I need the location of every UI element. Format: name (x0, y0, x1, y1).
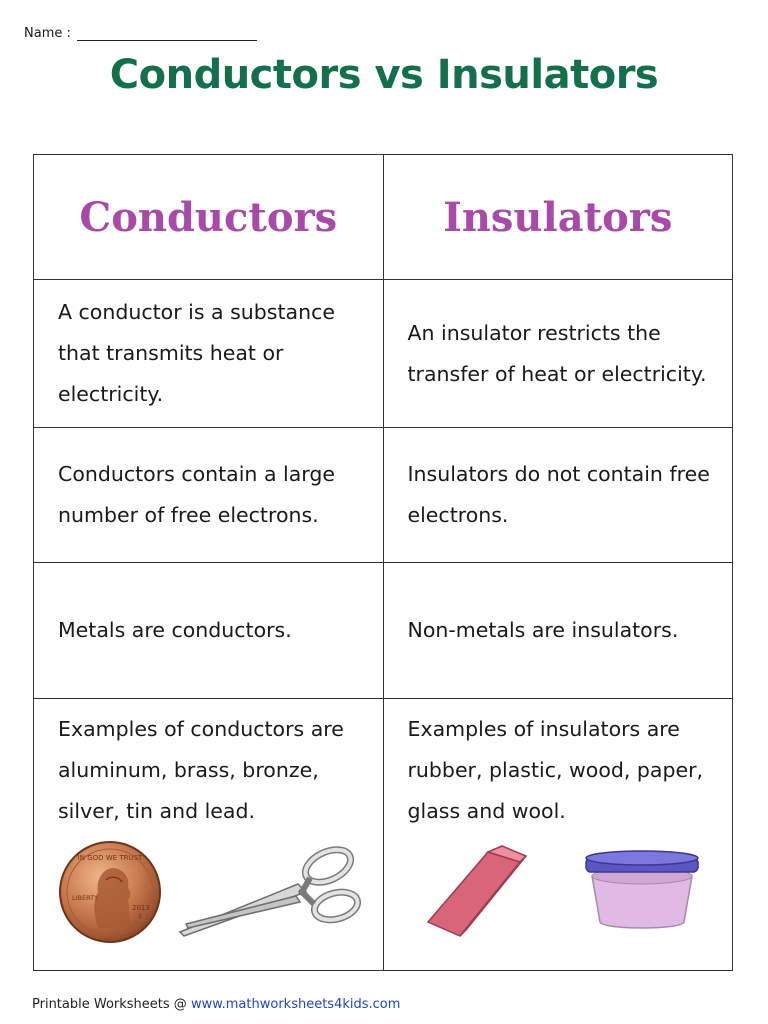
insulator-images (408, 840, 711, 960)
coin-mint-text: S (138, 913, 142, 920)
coin-year-text: 2013 (132, 904, 150, 912)
insulator-examples: Examples of insulators are rubber, plastic, wood, paper, glass and wool. (407, 717, 704, 823)
conductor-images (58, 840, 361, 960)
name-label: Name : (24, 26, 71, 41)
scissors-icon (178, 844, 362, 940)
conductor-examples: Examples of conductors are aluminum, brass, bronze, silver, tin and lead. (58, 717, 344, 823)
coin-top-text: IN GOD WE TRUST (77, 854, 143, 862)
conductor-examples-cell (34, 699, 384, 971)
insulator-electrons: Insulators do not contain free electrons. (383, 428, 733, 563)
insulator-examples-cell (383, 699, 733, 971)
insulator-definition: An insulator restricts the transfer of heat or electricity. (383, 280, 733, 428)
conductor-definition: A conductor is a substance that transmits heat or electricity. (34, 280, 384, 428)
table-row (34, 563, 733, 699)
eraser-icon (422, 844, 532, 944)
penny-icon (58, 840, 162, 944)
header-insulators: Insulators (383, 155, 733, 280)
plastic-container-icon (584, 848, 700, 934)
conductor-metals: Metals are conductors. (34, 563, 384, 699)
worksheet-title: Conductors vs Insulators (109, 52, 659, 98)
table-row (34, 280, 733, 428)
table-row (34, 428, 733, 563)
footer-link[interactable]: www.mathworksheets4kids.com (190, 997, 401, 1012)
name-blank-line[interactable] (77, 24, 257, 41)
footer (32, 997, 400, 1012)
conductor-electrons: Conductors contain a large number of free electrons. (34, 428, 384, 563)
table-row (34, 699, 733, 971)
comparison-table (33, 154, 733, 971)
insulator-metals: Non-metals are insulators. (383, 563, 733, 699)
coin-liberty-text: LIBERTY (72, 894, 99, 902)
header-conductors: Conductors (34, 155, 384, 280)
footer-prefix: Printable Worksheets @ (32, 997, 191, 1012)
table-header-row (34, 155, 733, 280)
name-field (24, 24, 257, 41)
